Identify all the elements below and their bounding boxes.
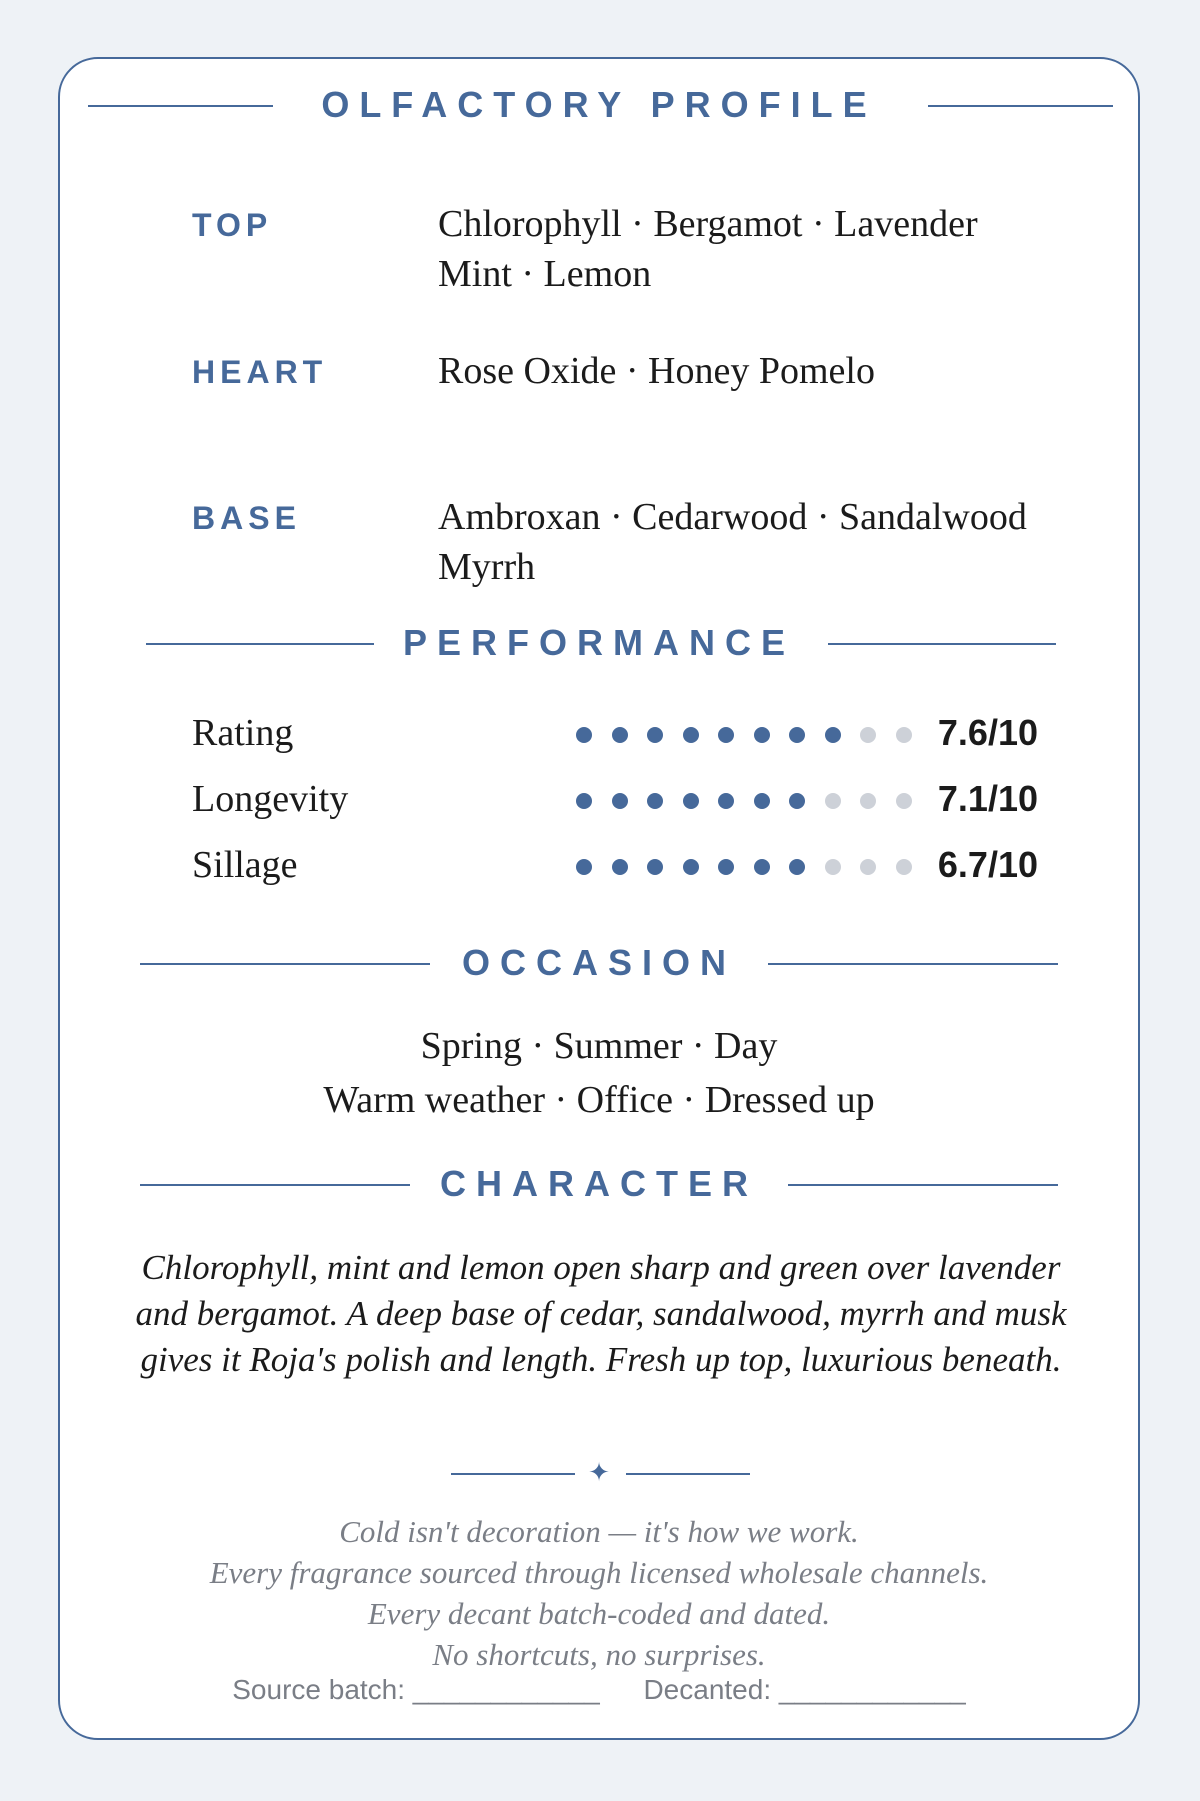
top-notes <box>438 199 1078 299</box>
empty-dot <box>825 793 841 809</box>
olfactory-profile-title: OLFACTORY PROFILE <box>321 84 877 125</box>
character-line: gives it Roja's polish and length. Fresh up top, luxurious beneath. <box>140 1340 1062 1379</box>
heart-notes <box>438 346 1078 396</box>
empty-dot <box>896 793 912 809</box>
base-notes-label: BASE <box>192 500 301 536</box>
base-notes-line: Myrrh <box>438 546 536 588</box>
metric-score: 6.7/10 <box>937 844 1038 885</box>
filled-dot <box>825 727 841 743</box>
filled-dot <box>612 793 628 809</box>
empty-dot <box>860 793 876 809</box>
occasion-line: Spring · Summer · Day <box>420 1025 778 1067</box>
base-notes-line: Ambroxan · Cedarwood · Sandalwood <box>438 496 1027 538</box>
heart-notes-line: Rose Oxide · Honey Pomelo <box>438 350 875 392</box>
filled-dot <box>576 859 592 875</box>
empty-dot <box>860 859 876 875</box>
top-notes-line: Chlorophyll · Bergamot · Lavender <box>438 203 978 245</box>
decanted-field: Decanted: ____________ <box>643 1674 966 1705</box>
character-header <box>60 1164 1138 1204</box>
metric-dots <box>576 859 931 875</box>
metric-dots <box>576 793 931 809</box>
footer-line: No shortcuts, no surprises. <box>432 1637 766 1672</box>
base-notes <box>438 492 1078 592</box>
filled-dot <box>718 793 734 809</box>
divider-line <box>928 105 1113 107</box>
occasion-line: Warm weather · Office · Dressed up <box>323 1079 875 1121</box>
empty-dot <box>825 859 841 875</box>
filled-dot <box>647 859 663 875</box>
metric-dots <box>576 727 931 743</box>
empty-dot <box>860 727 876 743</box>
filled-dot <box>683 793 699 809</box>
filled-dot <box>789 859 805 875</box>
filled-dot <box>576 727 592 743</box>
performance-header <box>60 623 1138 663</box>
character-description <box>90 1245 1112 1383</box>
filled-dot <box>576 793 592 809</box>
source-batch-field: Source batch: ____________ <box>232 1674 600 1705</box>
occasion-tags <box>60 1019 1138 1127</box>
ornament-divider <box>60 1458 1138 1488</box>
empty-dot <box>896 727 912 743</box>
divider-line <box>626 1473 750 1475</box>
divider-line <box>768 963 1058 965</box>
empty-dot <box>896 859 912 875</box>
filled-dot <box>683 727 699 743</box>
olfactory-profile-header <box>60 85 1138 125</box>
filled-dot <box>754 793 770 809</box>
filled-dot <box>789 727 805 743</box>
filled-dot <box>647 793 663 809</box>
metric-score: 7.6/10 <box>937 712 1038 753</box>
footer-line: Every fragrance sourced through licensed wholesale channels. <box>209 1555 989 1590</box>
performance-title: PERFORMANCE <box>402 622 795 663</box>
divider-line <box>788 1184 1058 1186</box>
filled-dot <box>754 859 770 875</box>
metric-score: 7.1/10 <box>937 778 1038 819</box>
footer-line: Every decant batch-coded and dated. <box>367 1596 831 1631</box>
fragrance-card <box>58 57 1140 1740</box>
occasion-header <box>60 943 1138 983</box>
filled-dot <box>718 859 734 875</box>
heart-notes-label: HEART <box>192 354 328 390</box>
footer-statement <box>60 1511 1138 1675</box>
filled-dot <box>754 727 770 743</box>
character-line: Chlorophyll, mint and lemon open sharp and green over lavender <box>141 1248 1061 1287</box>
filled-dot <box>683 859 699 875</box>
top-notes-label: TOP <box>192 207 273 243</box>
batch-fields <box>60 1674 1138 1706</box>
sparkle-icon: ✦ <box>588 1458 610 1488</box>
metric-label: Sillage <box>192 844 298 886</box>
filled-dot <box>789 793 805 809</box>
filled-dot <box>612 859 628 875</box>
occasion-title: OCCASION <box>461 942 736 983</box>
character-line: and bergamot. A deep base of cedar, sandalwood, myrrh and musk <box>135 1294 1067 1333</box>
filled-dot <box>718 727 734 743</box>
character-title: CHARACTER <box>440 1163 758 1204</box>
metric-label: Longevity <box>192 778 349 820</box>
filled-dot <box>647 727 663 743</box>
filled-dot <box>612 727 628 743</box>
footer-line: Cold isn't decoration — it's how we work. <box>339 1514 859 1549</box>
metric-label: Rating <box>192 712 294 754</box>
top-notes-line: Mint · Lemon <box>438 253 652 295</box>
divider-line <box>828 643 1056 645</box>
